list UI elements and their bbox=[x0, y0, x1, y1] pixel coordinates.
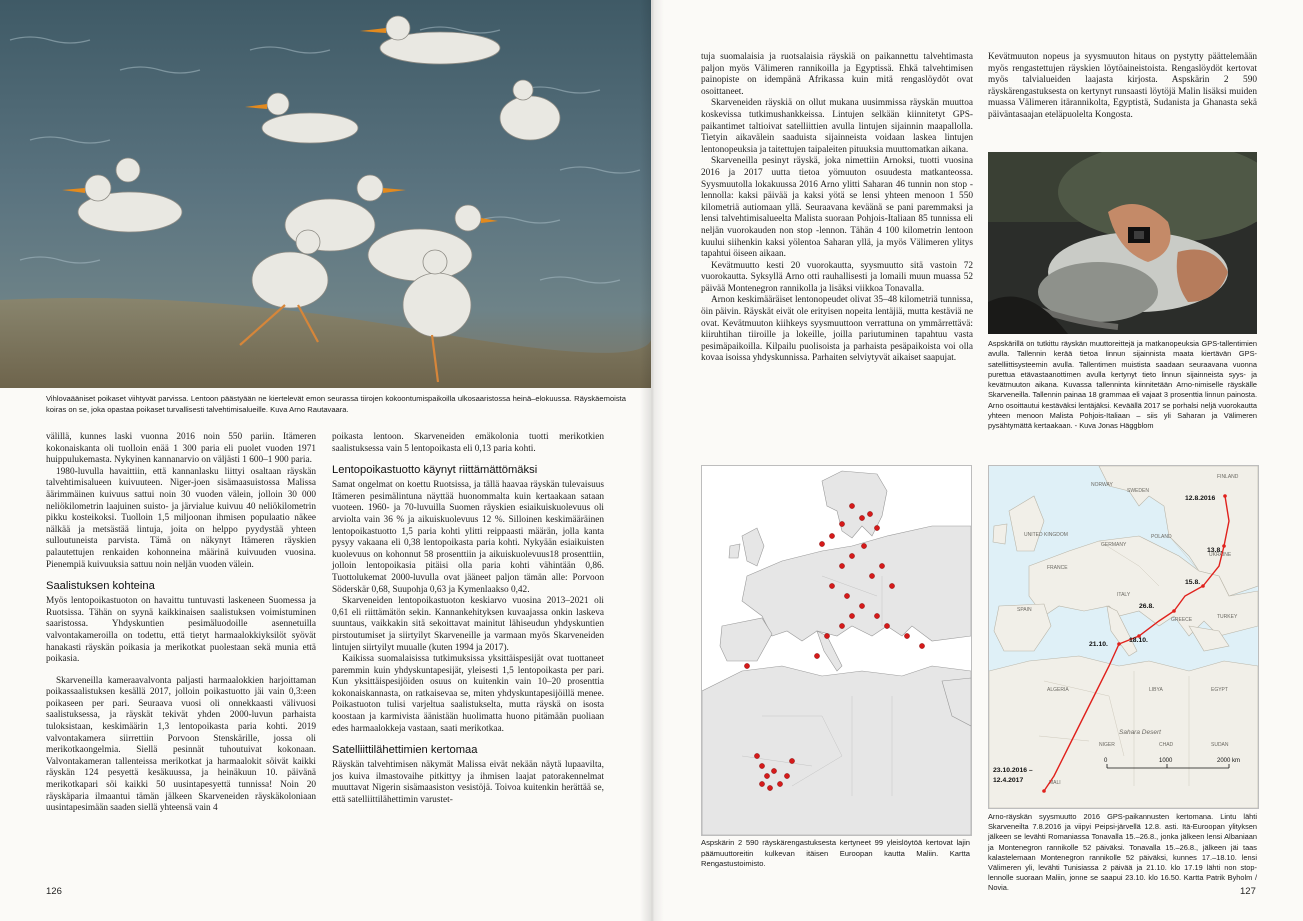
recovery-dot bbox=[869, 573, 874, 578]
recovery-dot bbox=[904, 633, 909, 638]
recovery-dot bbox=[819, 541, 824, 546]
route-date: 12.8.2016 bbox=[1185, 495, 1216, 502]
recovery-dot bbox=[859, 603, 864, 608]
recovery-dot bbox=[767, 785, 772, 790]
paragraph: Kevätmuuton nopeus ja syysmuuton hitaus on pystytty päättelemään myös rengastettujen räyskien löytöaineistoista. Rengaslöydöt kertovat myös talvialueiden laajasta kirjosta. Aspskärin 2 590 räyskärengastuksesta on kertynyt runsaasti löytöjä Malin lisäksi muiden muassa Välimeren itärannikolta, Egyptistä, Sudanista ja Ghanasta sekä päiväntasaajan eteläpuolelta Kongosta. bbox=[988, 52, 1257, 120]
recovery-dot bbox=[814, 653, 819, 658]
recovery-dot bbox=[859, 515, 864, 520]
map-label: UNITED KINGDOM bbox=[1024, 532, 1068, 538]
recovery-dot bbox=[874, 613, 879, 618]
paragraph: Arnon keskimääräiset lentonopeudet olivat 35–48 kilometriä tunnissa, öin päivin. Räyskät eivät ole erityisen nopeita lentäjiä, mutta kestäviä ne ovat. Kevätmuuton kiihkeys syysmuuttoon verrattuna on ymmärrettävä: kiiruhtihan tiiroille ja lokeille, joilla pariutuminen tapahtuu vasta pesimäpaikoilla. Kilpailu puolisoista ja parhaista pesäpaikoista voi olla kovaa isoissa yhdyskunnissa. Parhaiten selviytyvät aikaiset saapujat. bbox=[701, 295, 973, 364]
recovery-dot bbox=[861, 543, 866, 548]
paragraph: välillä, kunnes laski vuonna 2016 noin 550 pariin. Itämeren kokonaiskanta oli tuolloin enää 1 300 paria eli puolet vuoden 1971 huippulukemasta. Nykyinen kannanarvio on väljästi 1 600–1 900 paria. bbox=[46, 432, 316, 466]
route-date: 15.8. bbox=[1185, 579, 1201, 586]
photo-caption-right: Aspskärillä on tutkittu räyskän muuttoreittejä ja matkanopeuksia GPS-tallentimien avulla. Tallennin kerää tietoa linnun sijainnista maata kiertävän GPS-satelliittisysteemin avulla. Tallentimen muistista saadaan seuraavana vuonna purettua etävastaanottimen avulla kertynyt tieto linnun sijainneista syys- ja kevätmuuton aikana. Kuvassa tallenninta kiinnitetään Arno-nimiselle räyskälle Skarveneilla. Tallennin painaa 18 grammaa eli vajaat 3 prosenttia linnun painosta. Arno osoittautui kestäväksi lentäjäksi. Keväällä 2017 se porhalsi neljä vuorokautta yhteen menoon Malista Pohjois-Italiaan – siis yli Saharan ja Välimeren pysähtymättä kertaakaan. - Kuva Jonas Häggblom bbox=[988, 339, 1257, 431]
recovery-dot bbox=[839, 623, 844, 628]
map-label: SWEDEN bbox=[1127, 488, 1149, 494]
map-label: LIBYA bbox=[1149, 687, 1163, 693]
photo-caption-left: Vihlovaääniset poikaset viihtyvät parvissa. Lentoon päästyään ne kiertelevät emon seurassa tiirojen kokoontumispaikoilla ulkosaaristossa heinä–elokuussa. Räyskäemoista koiras on se, joka opastaa poikaset turvallisesti talvehtimisalueille. Kuva Arno Rautavaara. bbox=[46, 394, 626, 414]
recovery-dot bbox=[759, 763, 764, 768]
recovery-dot bbox=[919, 643, 924, 648]
recovery-dot bbox=[884, 623, 889, 628]
paragraph: Kevätmuutto kesti 20 vuorokautta, syysmuutto sitä vastoin 72 vuorokautta. Syksyllä Arno otti rauhallisesti ja lomaili muun muassa 52 päivää Montenegron rannikolla ja lisäksi viikkoa Tonavalla. bbox=[701, 260, 973, 294]
map1-caption: Aspskärin 2 590 räyskärengastuksesta kertyneet 99 yleislöytöä kertovat lajin päämuuttoreitin kulkevan itäisen Euroopan kautta Maliin. Kartta Rengastustoimisto. bbox=[701, 838, 970, 869]
scale-label: 1000 bbox=[1159, 758, 1173, 764]
paragraph: tuja suomalaisia ja ruotsalaisia räyskiä on paikannettu talvehtimasta paljon myös Välimeren rannikoilla ja Egyptissä. Ehkä talvehtimisen painopiste on idempänä Afrikassa kuin mitä rengaslöydöt ovat osoittaneet. bbox=[701, 52, 973, 97]
recovery-dot bbox=[784, 773, 789, 778]
map-label: Sahara Desert bbox=[1119, 729, 1161, 736]
map-label: ITALY bbox=[1117, 592, 1131, 598]
left-column-2 bbox=[332, 432, 604, 807]
recovery-dot bbox=[789, 758, 794, 763]
gps-tagging-photo bbox=[988, 152, 1257, 334]
route-date: 21.10. bbox=[1089, 641, 1108, 648]
paragraph: 1980-luvulla havaittiin, että kannanlasku liittyi osaltaan räyskän talvehtimisalueen kuivuuteen. Niger-joen sisämaasuistossa Malissa äärimmäinen kuivuus sattui noin 30 vuoden välein, jolloin 30 000 neliökilometrin laajuinen suisto- ja järvialue kuivuu 40 neliökilometrin pikku kosteikoksi. Tuolloin 1,5 miljoonan ihmisen populaatio näkee nälkää ja metsästää lintuja, joita on helppo pyydystää yhteen sulloutuneista parvista. Tämä on näkynyt Itämeren räyskien palautettujen renkaiden kohonneina määrinä kuivuuden vuosina. Pienempiä kuivuuksia sattuu noin neljän vuoden välein. bbox=[46, 466, 316, 570]
paragraph: Skarveneilla pesinyt räyskä, joka nimettiin Arnoksi, tuotti vuosina 2016 ja 2017 uutta tietoa yömuuton osuudesta matkanteossa. Syysmuutolla lokakuussa 2016 Arno ylitti Saharan 46 tunnin non stop -lennolla: kaksi päivää ja kaksi yötä se lensi yhteen menoon 1 550 kilometriä autiomaan yllä. Seuraavana keväänä se pani paremmaksi ja lensi talvehtimisalueelta Malista suoraan Pohjois-Italiaan 85 tunnissa eli neljän vuorokauden non stop -lennon. Tähän 4 100 kilometrin lentoon kuului siihenkin kaksi yölentoa Saharan yllä, ja myös Välimeren ylitys tapahtui öiseen aikaan. bbox=[701, 156, 973, 260]
recovery-dot bbox=[764, 773, 769, 778]
map-label: GERMANY bbox=[1101, 542, 1127, 548]
tern-chicks-photo bbox=[0, 0, 651, 388]
map-label: UKRAINE bbox=[1209, 552, 1232, 558]
recovery-dot bbox=[844, 593, 849, 598]
ring-recovery-map bbox=[701, 465, 972, 836]
map-label: FRANCE bbox=[1047, 565, 1068, 571]
paragraph: Skarveneilla kameraavalvonta paljasti harmaalokkien harjoittaman poikassaalistuksen kesällä 2017, jolloin poikastuotto jäi vain 0,3:een poikaseen per pari. Seuraava vuosi oli onnekkaasti välivuosi saalistuksessa, ja räyskät tekivät yhden 2000-luvun parhaista tuloksistaan, keskimäärin 1,3 lentopoikasta paria kohti. 2019 valvontakamera siirrettiin Porvoon Stenskärille, jossa oli merikotkaongelmia. Siellä pesinnät tuhoutuivat kokonaan. Valvontakameran tallenteissa merikotkat ja harmaalokit söivät kaikki räyskän 124 pesyettä kesäkuussa, ja heinäkuun 10. päivänä merikotkapari söi kaikki 50 uusintapesyettä tunnissa! Noin 20 räyskäparia ilmaantui tämän jälkeen Skarveneiden räyskäkoloniaan uusintapesimään saaden siellä yhteensä vain 4 bbox=[46, 675, 316, 814]
map-label: NORWAY bbox=[1091, 482, 1113, 488]
recovery-dot bbox=[824, 633, 829, 638]
recovery-dot bbox=[849, 613, 854, 618]
route-date: 26.8. bbox=[1139, 603, 1155, 610]
recovery-dot bbox=[829, 533, 834, 538]
route-date: 13.8. bbox=[1207, 547, 1223, 554]
recovery-dot bbox=[879, 563, 884, 568]
map-label: SUDAN bbox=[1211, 742, 1229, 748]
page-number-right: 127 bbox=[1240, 886, 1256, 897]
gps-route-map bbox=[988, 465, 1259, 809]
map-label: POLAND bbox=[1151, 534, 1172, 540]
page-number-left: 126 bbox=[46, 886, 62, 897]
paragraph: Skarveneiden lentopoikastuoton keskiarvo vuosina 2013–2021 oli 0,61 eli riittämätön sekin. Kannankehityksen kuvaajassa onkin laskeva suuntaus, vaikkakin sitä sekoittavat mainitut lähiseudun yhdyskuntien pirstoutumiset ja siirtyilyt Skarveneille ja varmaan myös Skarveneiden lintujen siirtyilyt muualle (kuten 1994 ja 2017). bbox=[332, 596, 604, 653]
paragraph: Myös lentopoikastuoton on havaittu tuntuvasti laskeneen Suomessa ja Ruotsissa. Tähän on syynä kaikkinaisen saalistuksen voimistuminen saaristossa. Yhdyskuntien pesimäluodoille asennetuilla valvontakameroilla on todettu, että tietyt harmaalokkiyksilöt syövät hanakasti räyskän poikasia ja merikotkat puolestaan sekä munia että poikasia. bbox=[46, 596, 316, 665]
map-label: ALGERIA bbox=[1047, 687, 1069, 693]
paragraph: Samat ongelmat on koettu Ruotsissa, ja tällä haavaa räyskän tulevaisuus Itämeren pesimälintuna näyttää huonommalta kuin kertaakaan sataan vuoteen. 1960- ja 70-luvuilla Suomen räyskien esiaikuiskuolevuus oli arviolta vain 36 % ja aikuiskuolevuus 12 %. Silloinen keskimääräinen lentopoikastuotto 1,5 paria kohti ylitti reippaasti määrän, jolla kanta pysyy vakaana eli 0,38 lentopoikasta paria kohti. Nykyään esiaikuisten kuolevuus on kohonnut 58 prosenttiin ja aikuiskuolevuus18 prosenttiin, jolloin lentopoikasia pitäisi olla paria kohti vähintään 0,86. Tuottolukemat 2000-luvulla ovat jääneet paljon tämän alle: Porvoon Söderskär 0,68, Suupohja 0,63 ja Kymenlaakso 0,42. bbox=[332, 480, 604, 595]
recovery-dot bbox=[744, 663, 749, 668]
recovery-dot bbox=[867, 511, 872, 516]
map2-caption: Arno-räyskän syysmuutto 2016 GPS-paikannusten kertomana. Lintu lähti Skarveneilta 7.8.2016 ja viipyi Peipsi-järvellä 12.8. asti. Itä-Euroopan ylityksen jälkeen se levähti Romaniassa Tonavalla 15.–26.8., jonka jälkeen lensi Albaniaan ja Montenegron rannikolle 52 päiväksi. Tonavalla 15.–26.8., jälkeen jäi taas kalastelemaan Montenegron rannikolle 52 päiväksi, kunnes 17.–18.10. lensi Välimeren yli, levähti Tunisiassa 2 päivää ja 21.10. klo 17.19 lähti non stop-lennolle suoraan Maliin, jonne se saapui 23.10. klo 16.50. Kartta Patrik Byholm / Novia. bbox=[988, 812, 1257, 893]
map-label: EGYPT bbox=[1211, 687, 1228, 693]
map-label: NIGER bbox=[1099, 742, 1115, 748]
paragraph: Kaikissa suomalaisissa tutkimuksissa yksittäispesijät ovat tuottaneet paremmin kuin yhdyskuntapesijät, yleisesti 1,5 lentopoikasta per pari. Kun yksittäispesijöiden osuus on kuitenkin vain 10–20 prosenttia kokonaiskannasta, on ratkaisevaa se, miten yhdyskuntapesijöillä menee. Poikastuoton tulisi varjeltua saalistukselta, mutta räyskä on isosta koostaan ja karmivista äänistään huolimatta huono pitämään puoliaan edes harmaalokkeja vastaan, saati merikotkaa. bbox=[332, 654, 604, 734]
route-date: 18.10. bbox=[1129, 637, 1148, 644]
section-heading: Saalistuksen kohteina bbox=[46, 580, 155, 593]
recovery-dot bbox=[754, 753, 759, 758]
left-page bbox=[0, 0, 651, 921]
scale-label: 2000 km bbox=[1217, 758, 1241, 764]
recovery-dot bbox=[839, 563, 844, 568]
section-heading: Lentopoikastuotto käynyt riittämättömäksi bbox=[332, 464, 538, 477]
recovery-dot bbox=[849, 553, 854, 558]
map-label: GREECE bbox=[1171, 617, 1193, 623]
right-page bbox=[651, 0, 1303, 921]
recovery-dot bbox=[849, 503, 854, 508]
recovery-dot bbox=[889, 583, 894, 588]
right-column-2 bbox=[988, 52, 1257, 122]
paragraph: poikasta lentoon. Skarveneiden emäkolonia tuotti merikotkien saalistuksessa vain 5 lentopoikasta eli 0,13 paria kohti. bbox=[332, 432, 604, 454]
right-column-1 bbox=[701, 52, 973, 365]
map-label: SPAIN bbox=[1017, 607, 1032, 613]
recovery-dot bbox=[829, 583, 834, 588]
recovery-dot bbox=[771, 768, 776, 773]
section-heading: Satelliittilähettimien kertomaa bbox=[332, 744, 478, 757]
map-label: TURKEY bbox=[1217, 614, 1238, 620]
route-date: 12.4.2017 bbox=[993, 777, 1024, 784]
recovery-dot bbox=[839, 521, 844, 526]
left-column-1 bbox=[46, 432, 316, 815]
map-label: FINLAND bbox=[1217, 474, 1239, 480]
paragraph: Skarveneiden räyskiä on ollut mukana uusimmissa räyskän muuttoa koskevissa tutkimushankkeissa. Lintujen selkään kiinnitetyt GPS-paikantimet taltioivat satelliittien avulla lintujen sijainnin maapallolla. Tietyin aikavälein saaduista sijainneista voidaan laskea lintujen lentonopeuksia ja taitettujen taipaleiten pituuksia muuttomatkan aikana. bbox=[701, 98, 973, 155]
map-label: CHAD bbox=[1159, 742, 1174, 748]
recovery-dot bbox=[777, 781, 782, 786]
recovery-dot bbox=[759, 781, 764, 786]
recovery-dot bbox=[874, 525, 879, 530]
paragraph: Räyskän talvehtimisen näkymät Malissa eivät nekään näytä lupaavilta, jos kuiva ilmastovaihe pitkittyy ja ihmisen laajat patorakennelmat muuttavat Nigerin sisämaasiston vesistöjä. Toivoa kuitenkin herättää se, että satelliittilähettimin varustet- bbox=[332, 760, 604, 806]
map-label: MALI bbox=[1049, 780, 1061, 786]
scale-label: 0 bbox=[1104, 758, 1108, 764]
route-date: 23.10.2016 – bbox=[993, 767, 1033, 774]
